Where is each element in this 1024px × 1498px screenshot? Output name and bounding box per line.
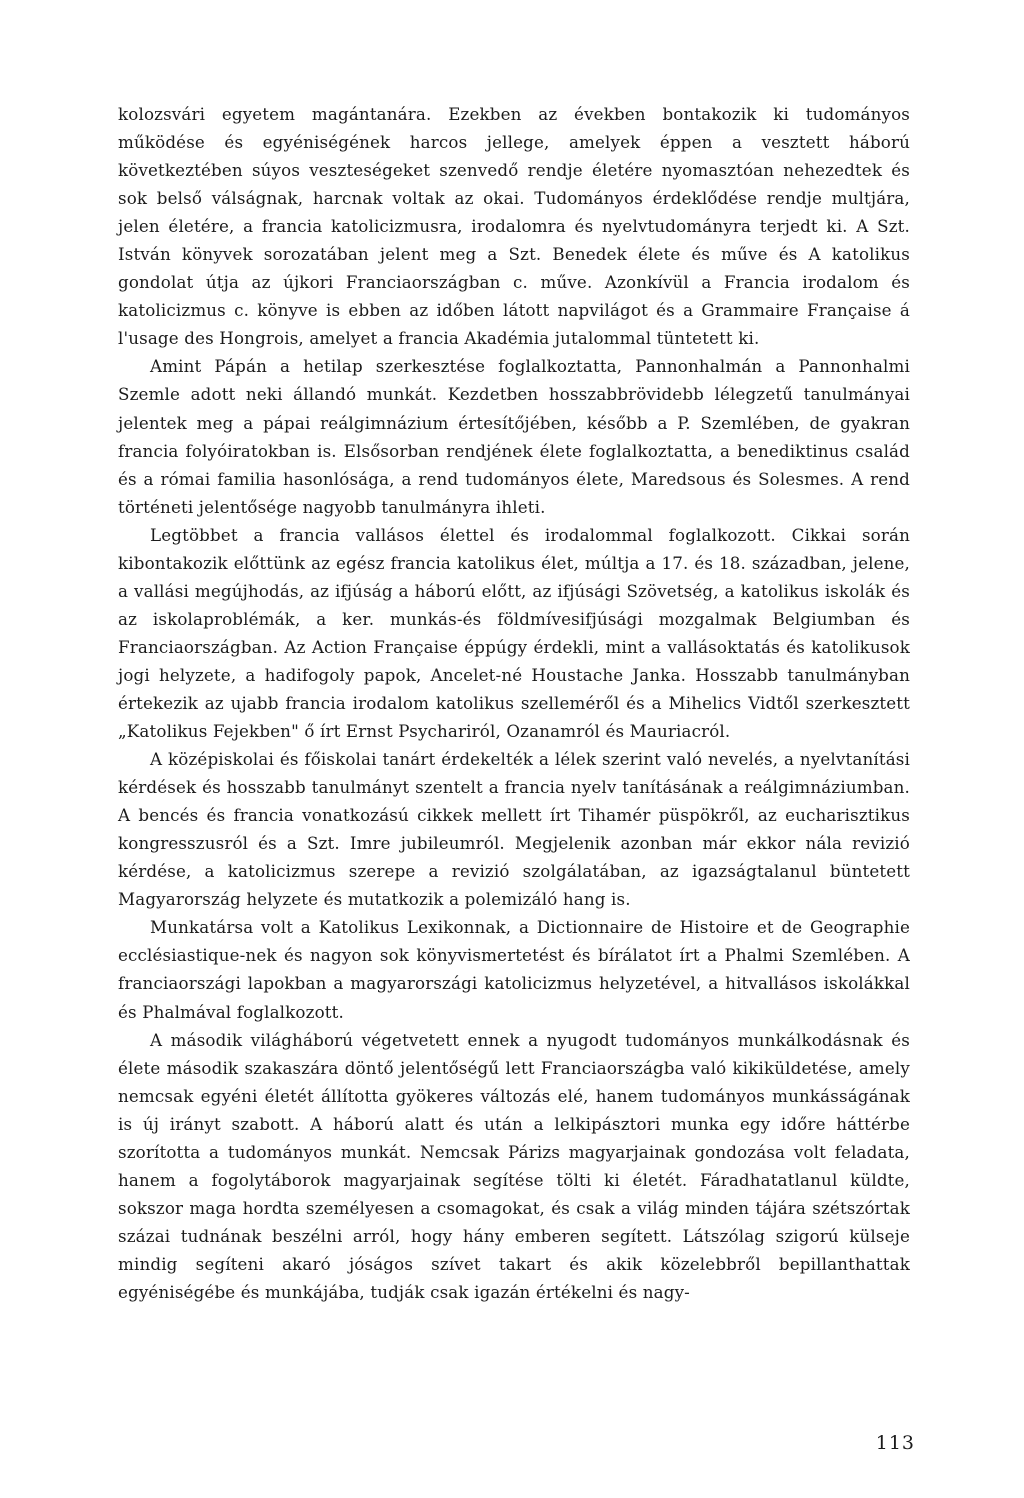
body-text — [118, 100, 910, 1306]
paragraph-francia-vallasos-elet: Legtöbbet a francia vallásos élettel és irodalommal foglalkozott. Cikkai során kibontakozik előttünk az egész francia katolikus élet, múltja a 17. és 18. században, jelene, a vallási megújhodás, az ifjúság a háború előtt, az ifjúsági Szövetség, a katolikus iskolák és az iskolaproblémák, a ker. munkás-és földmívesifjúsági mozgalmak Belgiumban és Franciaországban. Az Action Française éppúgy érdekli, mint a vallásoktatás és katolikusok jogi helyzete, a hadifogoly papok, Ancelet-né Houstache Janka. Hosszabb tanulmányban értekezik az ujabb francia irodalom katolikus szelleméről és a Mihelics Vidtől szerkesztett „Katolikus Fejekben" ő írt Ernst Psychariról, Ozanamról és Mauriacról. — [118, 524, 910, 742]
paragraph-continuation: kolozsvári egyetem magántanára. Ezekben az években bontakozik ki tudományos működése és egyéniségének harcos jellege, amelyek éppen a vesztett háború következtében súyos veszteségeket szenvedő rendje életére nyomasztóan nehezedtek és sok belső válságnak, harcnak voltak az okai. Tudományos érdeklődése rendje multjára, jelen életére, a francia katolicizmusra, irodalomra és nyelvtudományra terjedt ki. A Szt. István könyvek sorozatában jelent meg a Szt. Benedek élete és műve és A katolikus gondolat útja az újkori Franciaországban c. műve. Azonkívül a Francia irodalom és katolicizmus c. könyve is ebben az időben látott napvilágot és a Grammaire Française á l'usage des Hongrois, amelyet a francia Akadémia jutalommal tüntetett ki. — [118, 104, 910, 349]
paragraph-katolikus-lexikon: Munkatársa volt a Katolikus Lexikonnak, a Dictionnaire de Histoire et de Geographie ecclésiastique-nek és nagyon sok könyvismertetést és bírálatot írt a Phalmi Szemlében. A franciaországi lapokban a magyarországi katolicizmus helyzetével, a hitvallásos iskolákkal és Phalmával foglalkozott. — [118, 917, 910, 1022]
paragraph-masodik-vilaghaboru: A második világháború végetvetett ennek a nyugodt tudományos munkálkodásnak és élete második szakaszára döntő jelentőségű lett Franciaországba való kikiküldetése, amely nemcsak egyéni életét állította gyökeres változás elé, hanem tudományos munkásságának is új irányt szabott. A háború alatt és után a lelkipásztori munka egy időre háttérbe szorította a tudományos munkát. Nemcsak Párizs magyarjainak gondozása volt feladata, hanem a fogolytáborok magyarjainak segítése tölti ki életét. Fáradhatatlanul küldte, sokszor maga hordta személyesen a csomagokat, és csak a világ minden tájára szétszórtak százai tudnának beszélni arról, hogy hány emberen segített. Látszólag szigorú külseje mindig segíteni akaró jóságos szívet takart és akik közelebbről bepillanthattak egyéniségébe és munkájába, tudják csak igazán értékelni és nagy- — [118, 1029, 910, 1302]
paragraph-pannonhalmi-szemle: Amint Pápán a hetilap szerkesztése foglalkoztatta, Pannonhalmán a Pannonhalmi Szemle adott neki állandó munkát. Kezdetben hosszabbrövidebb lélegzetű tanulmányai jelentek meg a pápai reálgimnázium értesítőjében, később a P. Szemlében, de gyakran francia folyóiratokban is. Elsősorban rendjének élete foglalkoztatta, a benediktinus család és a római familia hasonlósága, a rend tudományos élete, Maredsous és Solesmes. A rend történeti jelentősége nagyobb tanulmányra ihleti. — [118, 356, 910, 517]
page-number: 113 — [875, 1432, 915, 1454]
paragraph-kozepiskolai-tanar: A középiskolai és főiskolai tanárt érdekelték a lélek szerint való nevelés, a nyelvtanítási kérdések és hosszabb tanulmányt szentelt a francia nyelv tanításának a reálgimnáziumban. A bencés és francia vonatkozású cikkek mellett írt Tihamér püspökről, az eucharisztikus kongresszusról és a Szt. Imre jubileumról. Megjelenik azonban már ekkor nála revizió kérdése, a katolicizmus szerepe a revizió szolgálatában, az igazságtalanul büntetett Magyarország helyzete és mutatkozik a polemizáló hang is. — [118, 749, 910, 910]
